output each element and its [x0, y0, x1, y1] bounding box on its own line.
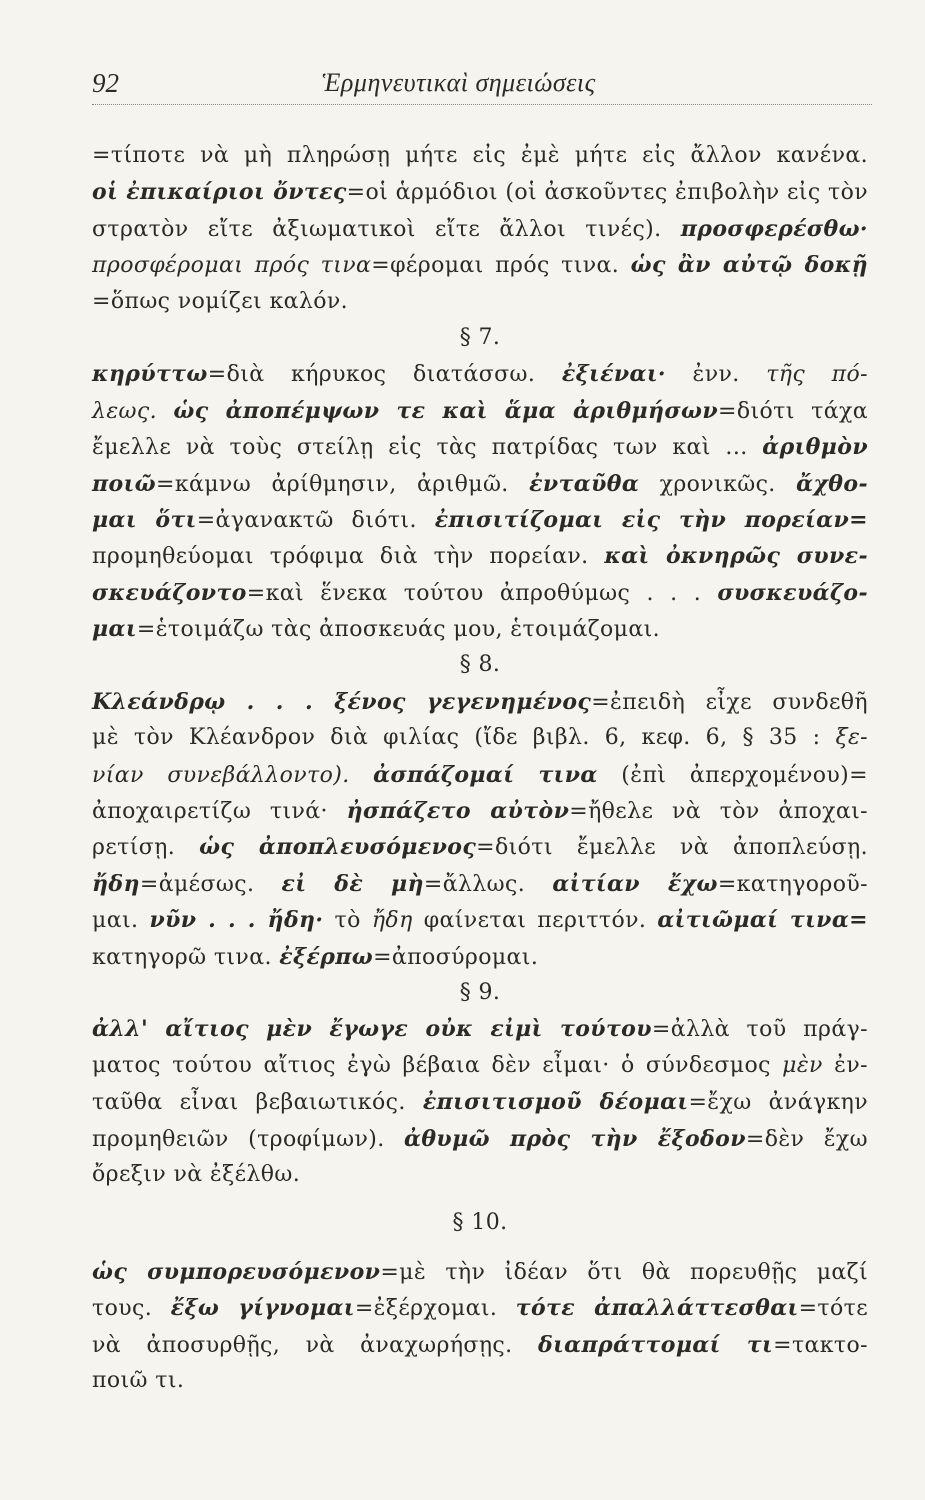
gloss-text: =ἑτοιμάζω τὰς ἀποσκευάς μου, ἑτοιμάζομαι. [136, 617, 661, 643]
gloss-text: ἐνν. [665, 362, 767, 388]
gloss-text: ἐν- [822, 1052, 868, 1078]
text-line [92, 575, 868, 611]
gloss-text: τῆς πό- [766, 362, 868, 388]
gloss-text: =ἔχω ἀνάγκην [688, 1090, 869, 1116]
lemma-term: ἐξιέναι· [561, 361, 666, 388]
gloss-text: νίαν συνεβάλλοντο). [92, 762, 374, 788]
gloss-text: ὄρεξιν νὰ ἐξέλθω. [92, 1161, 301, 1187]
text-line [92, 284, 868, 320]
text-line [92, 793, 868, 829]
gloss-text: =τακτο- [773, 1332, 868, 1358]
lemma-term: ἀλλ' αἴτιος μὲν ἔγωγε οὐκ εἰμὶ τούτου [92, 1016, 652, 1043]
text-line [92, 174, 868, 210]
lemma-term: Κλεάνδρῳ . . . ξένος γεγενημένος [92, 688, 592, 715]
gloss-text: ἤδη [371, 908, 413, 934]
gloss-text: ρετίσῃ. [92, 835, 200, 861]
gloss-text: =δὲν ἔχω [745, 1126, 868, 1152]
lemma-term: ὡς συμπορευσόμενον [92, 1258, 381, 1285]
text-line [92, 1121, 868, 1157]
commentary-text [92, 138, 868, 1399]
section-heading [92, 1205, 868, 1241]
text-line [92, 502, 868, 538]
gloss-text: τὸ [323, 908, 372, 934]
gloss-text: =μὲ τὴν ἰδέαν ὅτι θὰ πορευθῇς μαζί [380, 1259, 868, 1285]
section-heading [92, 647, 868, 683]
spacer [92, 1193, 868, 1205]
gloss-text: τους. [92, 1296, 171, 1322]
lemma-term: ἐξέρπω [279, 943, 374, 970]
lemma-term: ὡς ἂν αὐτῷ δοκῇ [630, 252, 869, 279]
gloss-text: φαίνεται περιττόν. [412, 908, 658, 934]
gloss-text: =κάμνω ἀρίθμησιν, ἀριθμῶ. [155, 471, 530, 497]
gloss-text: (ἐπὶ ἀπερχομένου)= [597, 762, 868, 788]
lemma-term: ἠσπάζετο αὐτὸν [346, 798, 570, 825]
text-line [92, 1363, 868, 1399]
lemma-term: τότε ἀπαλλάττεσθαι [515, 1295, 799, 1322]
lemma-term: συσκευάζο- [717, 579, 868, 606]
lemma-term: προσφερέσθω· [680, 215, 868, 242]
lemma-term: οἱ ἐπικαίριοι ὄντες [92, 179, 347, 206]
text-line [92, 684, 868, 720]
text-line [92, 611, 868, 647]
gloss-text: =οἱ ἁρμόδιοι (οἱ ἀσκοῦντες ἐπιβολὴν εἰς τὸν [346, 180, 868, 206]
text-line [92, 393, 868, 429]
gloss-text: =διότι τάχα [718, 398, 868, 424]
gloss-text: ἔμελλε νὰ τοὺς στείλῃ εἰς τὰς πατρίδας των καὶ ... [92, 435, 763, 461]
gloss-text: § 8. [459, 652, 501, 678]
gloss-text: § 7. [459, 324, 501, 350]
gloss-text: προσφέρομαι πρός τινα [92, 253, 372, 279]
text-line [92, 538, 868, 574]
gloss-text: =ἄλλως. [423, 871, 553, 897]
gloss-text: λεως. [92, 398, 174, 424]
text-line [92, 356, 868, 392]
lemma-term: ἐπισιτίζομαι εἰς τὴν πορείαν= [434, 506, 868, 533]
lemma-term: καὶ ὀκνηρῶς συνε- [604, 543, 868, 570]
gloss-text: στρατὸν εἴτε ἀξιωματικοὶ εἴτε ἄλλοι τινές). [92, 216, 681, 242]
lemma-term: ὡς ἀποπέμψων τε καὶ ἅμα ἀριθμήσων [173, 397, 719, 424]
lemma-term: σκευάζοντο [92, 579, 247, 606]
lemma-term: αἰτίαν ἔχω [552, 870, 718, 897]
lemma-term: ἀσπάζομαί τινα [373, 761, 598, 788]
section-heading [92, 975, 868, 1011]
lemma-term: ποιῶ [92, 470, 156, 497]
lemma-term: ἔξω γίγνομαι [170, 1295, 355, 1322]
lemma-term: νῦν . . . ἤδη· [149, 907, 324, 934]
lemma-term: ὡς ἀποπλευσόμενος [199, 834, 477, 861]
text-line [92, 866, 868, 902]
gloss-text: ἀποχαιρετίζω τινά· [92, 799, 347, 825]
gloss-text: =ὅπως νομίζει καλόν. [92, 288, 349, 314]
text-line [92, 1011, 868, 1047]
text-line [92, 757, 868, 793]
gloss-text: ματος τούτου αἴτιος ἐγὼ βέβαια δὲν εἶμαι· ὁ σύνδεσμος [92, 1052, 783, 1078]
lemma-term: αἰτιῶμαί τινα= [657, 907, 868, 934]
text-line [92, 902, 868, 938]
gloss-text: =κατηγοροῦ- [717, 871, 868, 897]
gloss-text: =ἀποσύρομαι. [373, 944, 539, 970]
text-line [92, 1327, 868, 1363]
section-heading [92, 320, 868, 356]
text-line [92, 1084, 868, 1120]
running-title: Ἑρμηνευτικαὶ σημειώσεις [322, 68, 596, 97]
lemma-term: ἤδη [92, 870, 140, 897]
text-line [92, 429, 868, 465]
lemma-term: ἐνταῦθα [529, 470, 640, 497]
lemma-term: ἄχθο- [796, 470, 868, 497]
gloss-text: =ἐπειδὴ εἶχε συνδεθῆ [591, 689, 868, 715]
lemma-term: ἐπισιτισμοῦ δέομαι [422, 1089, 689, 1116]
text-line [92, 466, 868, 502]
text-line [92, 829, 868, 865]
gloss-text: =διότι ἔμελλε νὰ ἀποπλεύσῃ. [476, 835, 868, 861]
gloss-text: ταῦθα εἶναι βεβαιωτικός. [92, 1090, 423, 1116]
gloss-text: =ἤθελε νὰ τὸν ἀποχαι- [569, 799, 868, 825]
text-line [92, 247, 868, 283]
text-line [92, 1048, 868, 1084]
gloss-text: =τίποτε νὰ μὴ πληρώσῃ μήτε εἰς ἐμὲ μήτε εἰς ἄλλον κανένα. [92, 143, 868, 168]
text-line [92, 1254, 868, 1290]
gloss-text: =καὶ ἕνεκα τούτου ἀπροθύμως . . . [246, 580, 718, 606]
gloss-text: § 9. [459, 979, 501, 1005]
text-line [92, 1290, 868, 1326]
gloss-text: =φέρομαι πρός τινα. [371, 253, 631, 279]
gloss-text: =τότε [798, 1296, 868, 1322]
lemma-term: ἀθυμῶ πρὸς τὴν ἔξοδον [404, 1125, 746, 1152]
gloss-text: =ἐξέρχομαι. [354, 1296, 516, 1322]
gloss-text: =ἀλλὰ τοῦ πράγ- [651, 1017, 869, 1043]
gloss-text: ξε- [835, 725, 868, 751]
lemma-term: μαι [92, 616, 137, 643]
gloss-text: χρονικῶς. [639, 471, 797, 497]
gloss-text: =ἀγανακτῶ διότι. [196, 507, 435, 533]
page-header [92, 68, 872, 105]
lemma-term: κηρύττω [92, 361, 208, 388]
gloss-text: § 10. [452, 1210, 508, 1236]
text-line [92, 138, 868, 174]
gloss-text: ποιῶ τι. [92, 1367, 185, 1393]
text-line [92, 211, 868, 247]
gloss-text: προμηθειῶν (τροφίμων). [92, 1126, 405, 1152]
text-line [92, 939, 868, 975]
gloss-text: νὰ ἀποσυρθῇς, νὰ ἀναχωρήσῃς. [92, 1332, 539, 1358]
gloss-text: =διὰ κήρυκος διατάσσω. [207, 362, 562, 388]
text-line [92, 720, 868, 756]
gloss-text: κατηγορῶ τινα. [92, 944, 280, 970]
gloss-text: προμηθεύομαι τρόφιμα διὰ τὴν πορείαν. [92, 544, 605, 570]
spacer [92, 1242, 868, 1254]
lemma-term: ἀριθμὸν [762, 434, 868, 461]
page-number: 92 [92, 68, 119, 98]
gloss-text: μαι. [92, 908, 150, 934]
gloss-text: =ἀμέσως. [139, 871, 282, 897]
lemma-term: διαπράττομαί τι [538, 1331, 774, 1358]
lemma-term: εἰ δὲ μὴ [281, 870, 424, 897]
gloss-text: μὲ τὸν Κλέανδρον διὰ φιλίας (ἴδε βιβλ. 6, κεφ. 6, § 35 : [92, 725, 836, 751]
gloss-text: μὲν [782, 1052, 823, 1078]
lemma-term: μαι ὅτι [92, 506, 197, 533]
text-line [92, 1157, 868, 1193]
